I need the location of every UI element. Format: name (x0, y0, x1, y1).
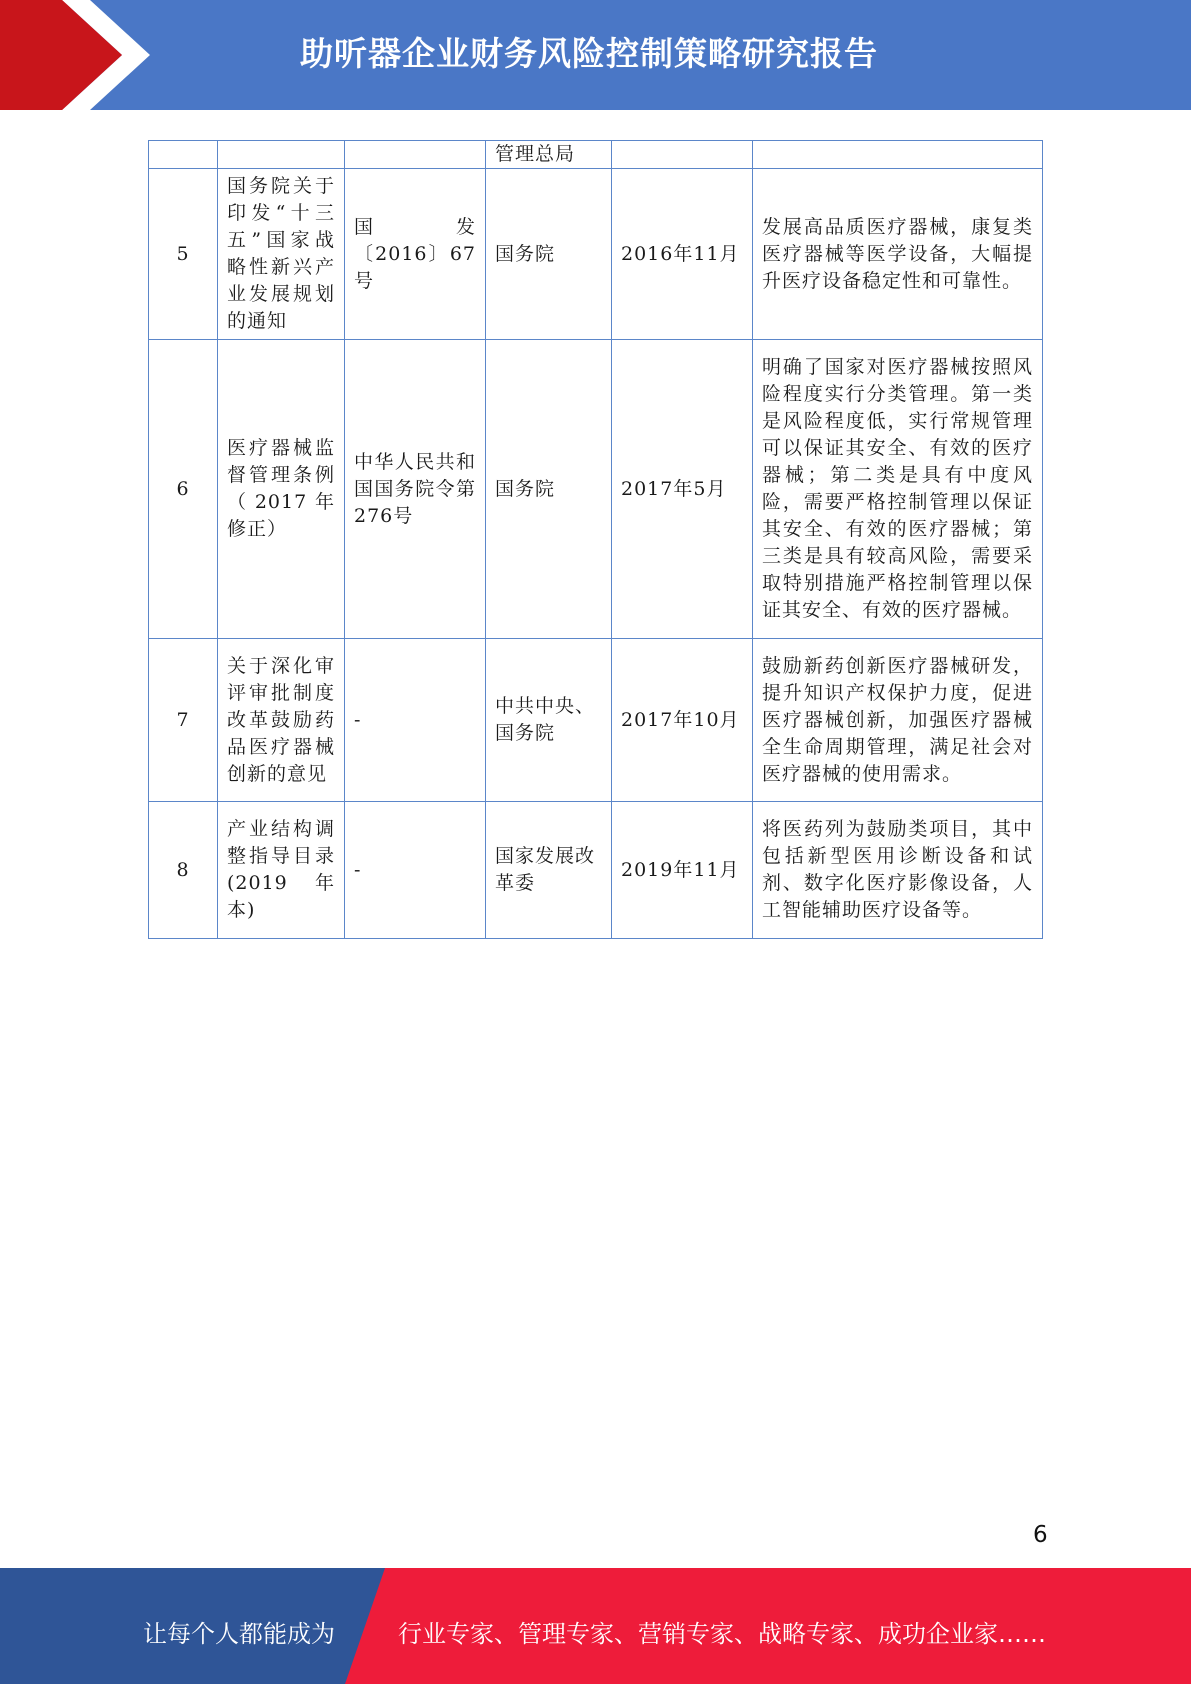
cell-date: 2019年11月 (612, 802, 753, 939)
cell-no: 7 (149, 639, 218, 802)
cell-name (218, 141, 345, 169)
cell-content (753, 141, 1043, 169)
header-arrow-decoration (0, 0, 150, 110)
cell-issuer: 国家发展改革委 (486, 802, 612, 939)
cell-no: 5 (149, 169, 218, 340)
cell-issuer: 国务院 (486, 169, 612, 340)
cell-name: 产业结构调整指导目录(2019年本) (218, 802, 345, 939)
table-row (149, 802, 1043, 939)
cell-doc (345, 141, 486, 169)
page-title: 助听器企业财务风险控制策略研究报告 (300, 34, 878, 73)
cell-issuer: 中共中央、国务院 (486, 639, 612, 802)
cell-no: 6 (149, 340, 218, 639)
page-number: 6 (1033, 1522, 1048, 1548)
cell-name: 关于深化审评审批制度改革鼓励药品医疗器械创新的意见 (218, 639, 345, 802)
cell-content: 鼓励新药创新医疗器械研发，提升知识产权保护力度，促进医疗器械创新，加强医疗器械全生命周期管理，满足社会对医疗器械的使用需求。 (753, 639, 1043, 802)
cell-doc: 国发〔2016〕67号 (345, 169, 486, 340)
cell-issuer: 管理总局 (486, 141, 612, 169)
cell-doc: 中华人民共和国国务院令第276号 (345, 340, 486, 639)
cell-date (612, 141, 753, 169)
cell-date: 2017年10月 (612, 639, 753, 802)
cell-doc: - (345, 639, 486, 802)
cell-no (149, 141, 218, 169)
cell-issuer: 国务院 (486, 340, 612, 639)
footer-slogan-right: 行业专家、管理专家、营销专家、战略专家、成功企业家…… (398, 1620, 1046, 1648)
table-row (149, 639, 1043, 802)
cell-no: 8 (149, 802, 218, 939)
table-row (149, 141, 1043, 169)
cell-content: 明确了国家对医疗器械按照风险程度实行分类管理。第一类是风险程度低，实行常规管理可以保证其安全、有效的医疗器械；第二类是具有中度风险，需要严格控制管理以保证其安全、有效的医疗器械；第三类是具有较高风险，需要采取特别措施严格控制管理以保证其安全、有效的医疗器械。 (753, 340, 1043, 639)
table-row (149, 169, 1043, 340)
cell-date: 2016年11月 (612, 169, 753, 340)
footer-slogan-left: 让每个人都能成为 (143, 1620, 335, 1648)
cell-doc: - (345, 802, 486, 939)
page-header (0, 0, 1191, 110)
cell-content: 发展高品质医疗器械，康复类医疗器械等医学设备，大幅提升医疗设备稳定性和可靠性。 (753, 169, 1043, 340)
cell-name: 国务院关于印发“十三五”国家战略性新兴产业发展规划的通知 (218, 169, 345, 340)
cell-content: 将医药列为鼓励类项目，其中包括新型医用诊断设备和试剂、数字化医疗影像设备，人工智能辅助医疗设备等。 (753, 802, 1043, 939)
table-row (149, 340, 1043, 639)
cell-name: 医疗器械监督管理条例（2017年修正） (218, 340, 345, 639)
cell-date: 2017年5月 (612, 340, 753, 639)
policy-table (148, 140, 1043, 939)
